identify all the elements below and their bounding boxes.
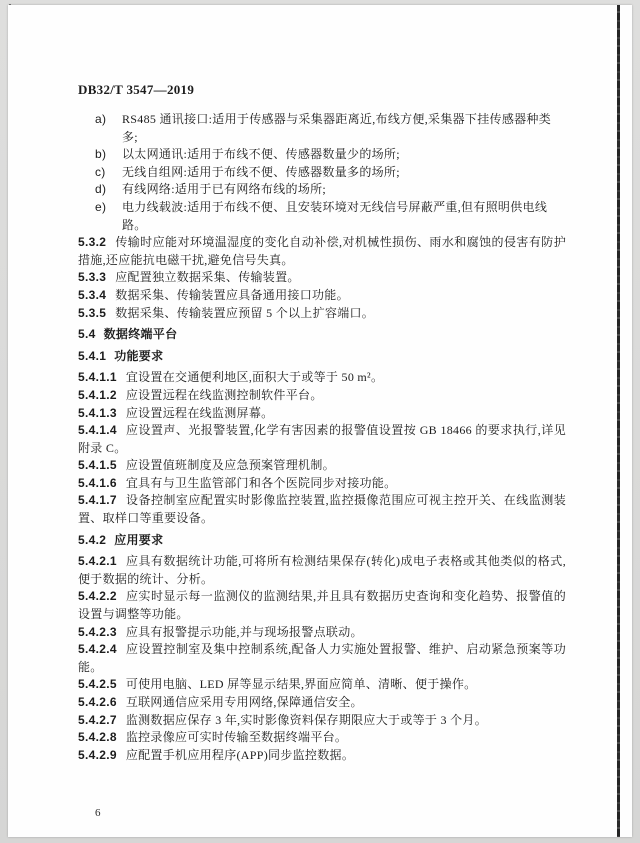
document-page <box>8 5 632 837</box>
clause-text: 宜具有与卫生监管部门和各个医院同步对接功能。 <box>125 475 397 490</box>
clause-5-4-1-6 <box>78 475 566 493</box>
section-heading-5-4-1 <box>78 348 566 366</box>
clause-number: 5.3.5 <box>78 305 107 320</box>
list-item-label: b) <box>95 147 107 162</box>
list-item-text: 电力线载波:适用于布线不便、且安装环境对无线信号屏蔽严重,但有照明供电线路。 <box>122 199 548 232</box>
scan-artifact-line <box>617 5 620 837</box>
clause-number: 5.4.2.1 <box>78 554 117 569</box>
section-title: 应用要求 <box>114 532 164 547</box>
clause-5-4-1-2 <box>78 387 566 405</box>
clause-text: 数据采集、传输装置应具备通用接口功能。 <box>115 287 349 302</box>
clause-number: 5.4.1.7 <box>78 493 117 508</box>
clause-5-3-5 <box>78 305 566 323</box>
clause-5-4-1-5 <box>78 457 566 475</box>
list-item-text: RS485 通讯接口:适用于传感器与采集器距离近,布线方便,采集器下挂传感器种类多; <box>122 112 552 144</box>
clause-5-3-3 <box>78 269 566 287</box>
clause-text: 应配置手机应用程序(APP)同步监控数据。 <box>125 747 355 762</box>
clause-5-3-4 <box>78 287 566 305</box>
clause-number: 5.4.2.3 <box>78 624 117 639</box>
clause-number: 5.4.1.5 <box>78 458 117 473</box>
list-item-text: 有线网络:适用于已有网络布线的场所; <box>122 182 327 197</box>
list-item-d <box>78 181 566 199</box>
clause-text: 设备控制室应配置实时影像监控装置,监控摄像范围应可视主控开关、在线监测装置、取样口等重要设备。 <box>78 493 566 526</box>
clause-5-4-2-3 <box>78 624 566 642</box>
clause-number: 5.4.1.3 <box>78 405 117 420</box>
clause-number: 5.4.1.6 <box>78 475 117 490</box>
clause-text: 互联网通信应采用专用网络,保障通信安全。 <box>125 695 363 709</box>
list-item-e <box>78 199 566 234</box>
clause-text: 监测数据应保存 3 年,实时影像资料保存期限应大于或等于 3 个月。 <box>125 712 488 727</box>
clause-number: 5.4.2.9 <box>78 747 117 762</box>
document-body <box>8 111 632 764</box>
clause-5-4-2-4 <box>78 641 566 676</box>
clause-text: 可使用电脑、LED 屏等显示结果,界面应简单、清晰、便于操作。 <box>125 677 477 692</box>
list-item-label: a) <box>95 112 107 126</box>
clause-text: 应设置远程在线监测屏幕。 <box>125 405 274 420</box>
document-number: DB32/T 3547—2019 <box>78 82 195 97</box>
clause-number: 5.4.2.8 <box>78 730 117 745</box>
section-heading-5-4 <box>78 326 566 344</box>
clause-5-4-2-2 <box>78 588 566 623</box>
list-item-text: 以太网通讯:适用于布线不便、传感器数量少的场所; <box>122 147 400 162</box>
clause-number: 5.4.2.4 <box>78 642 117 657</box>
list-item-label: c) <box>95 164 106 179</box>
clause-number: 5.4.2.2 <box>78 589 117 604</box>
clause-5-4-2-8 <box>78 729 566 747</box>
clause-number: 5.4.1.2 <box>78 387 117 402</box>
clause-text: 应设置控制室及集中控制系统,配备人力实施处置报警、维护、启动紧急预案等功能。 <box>78 642 566 674</box>
clause-text: 应实时显示每一监测仪的监测结果,并且具有数据历史查询和变化趋势、报警值的设置与调整等功能。 <box>78 589 566 622</box>
clause-5-4-2-1 <box>78 553 566 588</box>
clause-text: 宜设置在交通便利地区,面积大于或等于 50 m²。 <box>125 370 384 385</box>
clause-number: 5.4.2.5 <box>78 677 117 692</box>
clause-5-4-2-5 <box>78 676 566 694</box>
clause-number: 5.3.4 <box>78 287 107 302</box>
clause-5-4-1-3 <box>78 405 566 423</box>
section-number: 5.4.2 <box>78 532 107 547</box>
clause-5-4-2-9 <box>78 747 566 765</box>
section-number: 5.4.1 <box>78 348 107 363</box>
clause-5-4-1-7 <box>78 492 566 527</box>
section-title: 功能要求 <box>114 348 164 363</box>
page-number: 6 <box>95 807 101 819</box>
clause-number: 5.3.3 <box>78 270 107 285</box>
clause-5-3-2 <box>78 234 566 269</box>
clause-5-4-2-7 <box>78 712 566 730</box>
section-title: 数据终端平台 <box>103 327 178 342</box>
clause-number: 5.4.1.1 <box>78 370 117 385</box>
clause-text: 应配置独立数据采集、传输装置。 <box>115 270 300 285</box>
section-heading-5-4-2 <box>78 532 566 550</box>
clause-number: 5.3.2 <box>78 235 107 250</box>
clause-5-4-1-1 <box>78 369 566 387</box>
list-item-b <box>78 146 566 164</box>
clause-text: 应具有数据统计功能,可将所有检测结果保存(转化)成电子表格或其他类似的格式,便于数据的统计、分析。 <box>78 554 566 586</box>
clause-5-4-2-6 <box>78 694 566 712</box>
list-item-text: 无线自组网:适用于布线不便、传感器数量多的场所; <box>122 164 400 179</box>
clause-number: 5.4.2.6 <box>78 695 117 709</box>
clause-text: 应具有报警提示功能,并与现场报警点联动。 <box>125 624 363 639</box>
list-item-label: e) <box>95 199 107 214</box>
clause-text: 数据采集、传输装置应预留 5 个以上扩容端口。 <box>115 305 375 320</box>
list-item-c <box>78 164 566 182</box>
clause-text: 传输时应能对环境温湿度的变化自动补偿,对机械性损伤、雨水和腐蚀的侵害有防护措施,还应能抗电磁干扰,避免信号失真。 <box>78 235 566 267</box>
clause-text: 应设置远程在线监测控制软件平台。 <box>125 387 323 402</box>
clause-number: 5.4.1.4 <box>78 423 117 438</box>
clause-text: 应设置值班制度及应急预案管理机制。 <box>125 458 335 473</box>
list-item-a <box>78 111 566 146</box>
list-item-label: d) <box>95 182 107 197</box>
clause-5-4-1-4 <box>78 422 566 457</box>
section-number: 5.4 <box>78 327 96 342</box>
clause-number: 5.4.2.7 <box>78 712 117 727</box>
clause-text: 监控录像应可实时传输至数据终端平台。 <box>125 730 348 745</box>
clause-text: 应设置声、光报警装置,化学有害因素的报警值设置按 GB 18466 的要求执行,详见附录 C。 <box>78 423 566 455</box>
